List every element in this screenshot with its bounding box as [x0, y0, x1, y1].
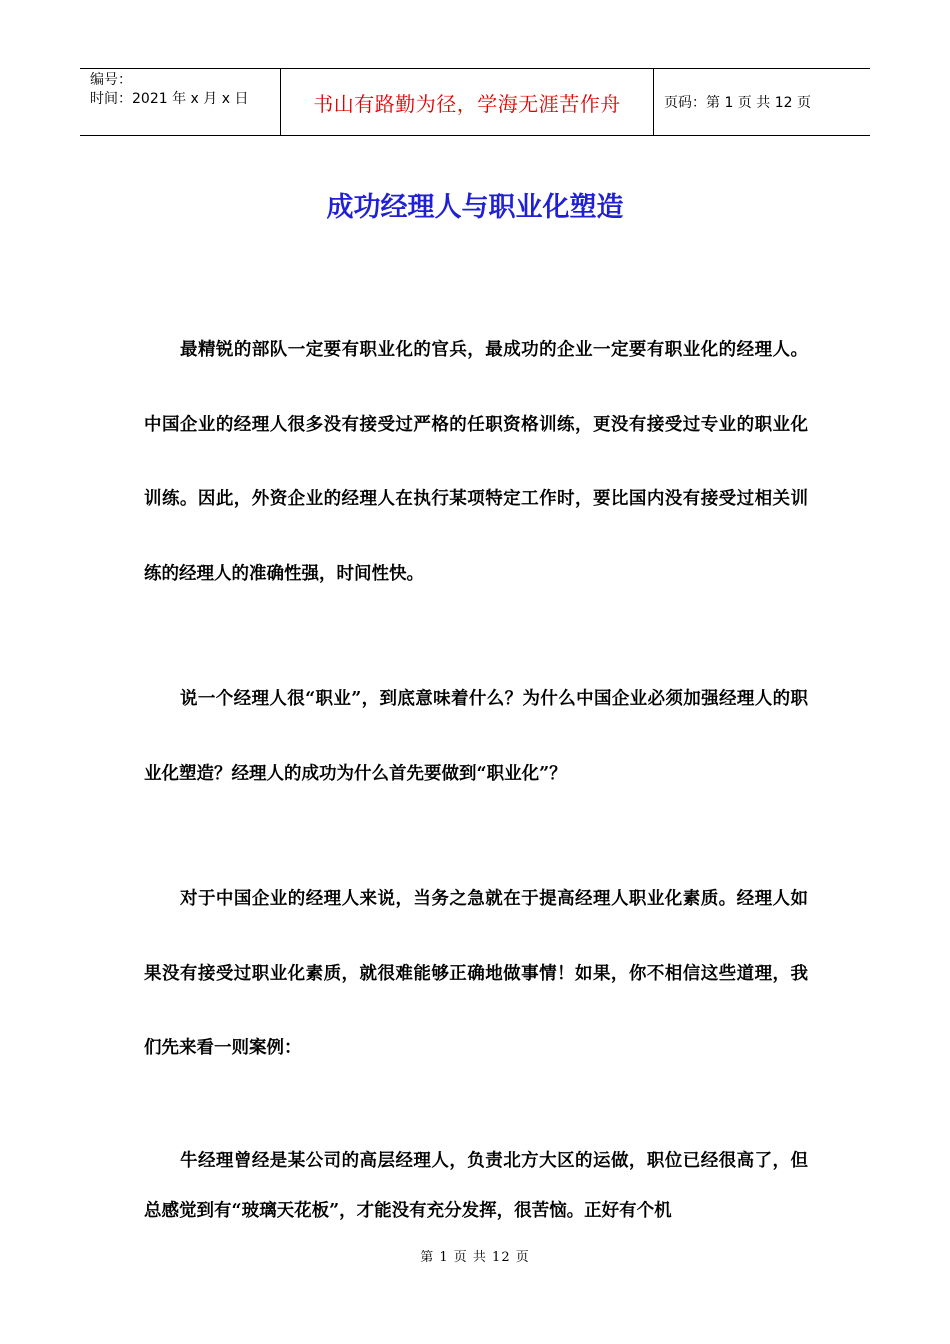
- document-header: [80, 68, 870, 136]
- paragraph-block: [144, 862, 808, 1086]
- paragraph: 对于中国企业的经理人来说，当务之急就在于提高经理人职业化素质。经理人如果没有接受过职业化素质，就很难能够正确地做事情！如果，你不相信这些道理，我们先来看一则案例：: [144, 889, 808, 1058]
- paragraph-block: [144, 313, 808, 611]
- paragraph-block: [144, 1136, 808, 1236]
- document-title: 成功经理人与职业化塑造: [326, 192, 624, 223]
- header-page-cell: [654, 69, 870, 135]
- document-time-label: 时间：2021 年 x 月 x 日: [90, 91, 249, 107]
- paragraph: 最精锐的部队一定要有职业化的官兵，最成功的企业一定要有职业化的经理人。中国企业的经理人很多没有接受过严格的任职资格训练，更没有接受过专业的职业化训练。因此，外资企业的经理人在执行某项特定工作时，要比国内没有接受过相关训练的经理人的准确性强，时间性快。: [144, 340, 808, 584]
- document-number-label: 编号：: [90, 72, 132, 88]
- paragraph-block: [144, 662, 808, 811]
- page-footer: 第 1 页 共 12 页: [420, 1250, 530, 1265]
- header-page-info: 页码：第 1 页 共 12 页: [664, 95, 811, 111]
- header-motto-cell: [281, 69, 654, 135]
- paragraph: 牛经理曾经是某公司的高层经理人，负责北方大区的运做，职位已经很高了，但总感觉到有“玻璃天花板”，才能没有充分发挥，很苦恼。正好有个机: [144, 1151, 808, 1221]
- paragraph: 说一个经理人很“职业”，到底意味着什么？为什么中国企业必须加强经理人的职业化塑造？经理人的成功为什么首先要做到“职业化”？: [144, 689, 808, 784]
- header-meta-cell: [80, 69, 281, 135]
- header-motto: 书山有路勤为径，学海无涯苦作舟: [313, 91, 621, 116]
